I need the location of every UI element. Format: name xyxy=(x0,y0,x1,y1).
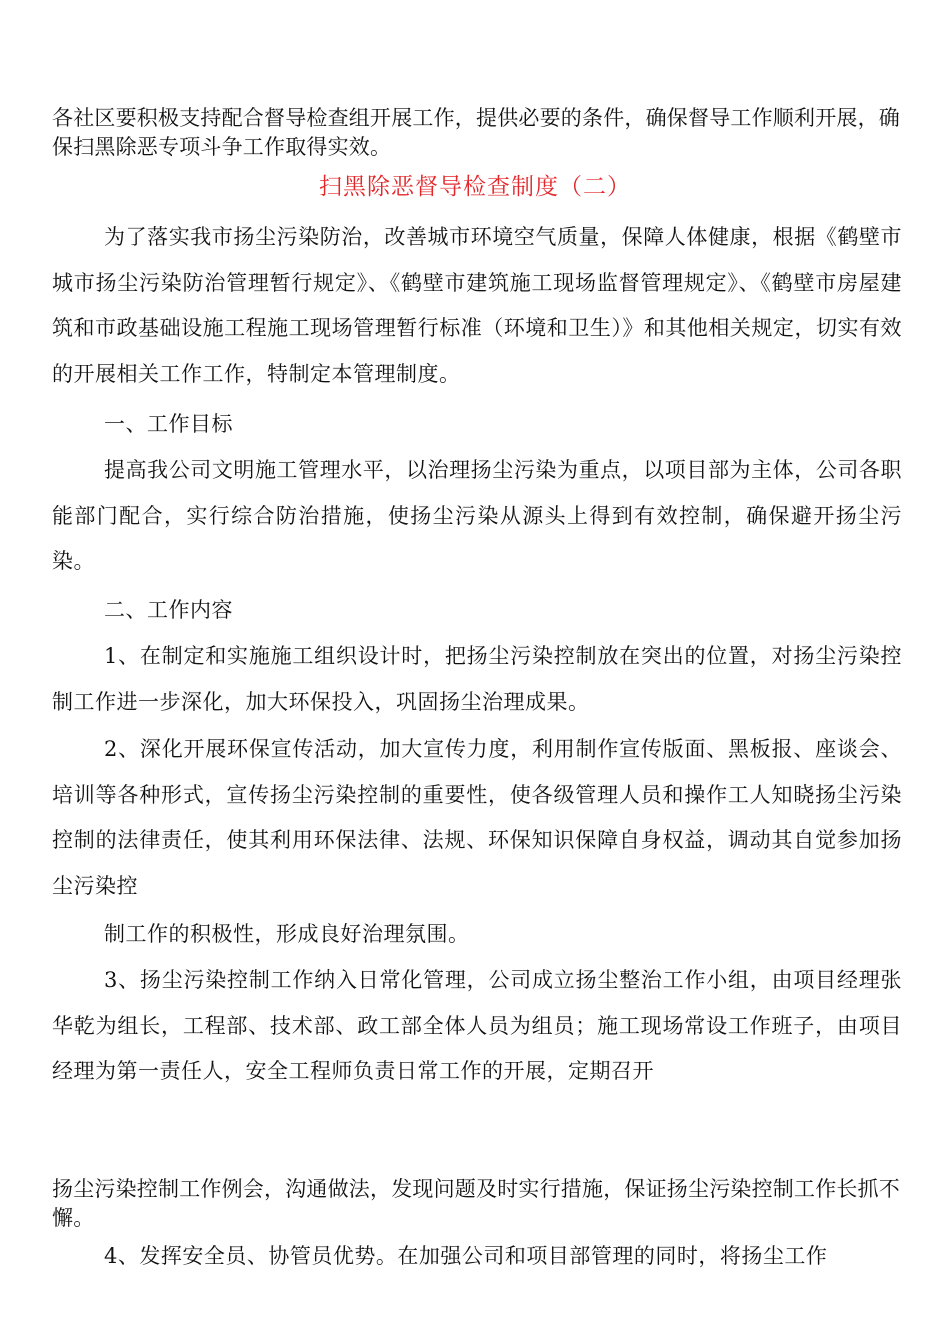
list-item-4: 4、发挥安全员、协管员优势。在加强公司和项目部管理的同时，将扬尘工作 xyxy=(104,1244,828,1268)
section-heading-content: 二、工作内容 xyxy=(104,598,233,622)
document-title: 扫黑除恶督导检查制度（二） xyxy=(319,174,631,200)
paragraph-goals: 提高我公司文明施工管理水平，以治理扬尘污染为重点，以项目部为主体，公司各职能部门配合，实行综合防治措施，使扬尘污染从源头上得到有效控制，确保避开扬尘污染。 xyxy=(52,458,902,573)
list-item-3-continued: 扬尘污染控制工作例会，沟通做法，发现问题及时实行措施，保证扬尘污染控制工作长抓不懈。 xyxy=(52,1177,900,1230)
list-item-2-continued: 制工作的积极性，形成良好治理氛围。 xyxy=(104,922,470,946)
list-item-1: 1、在制定和实施施工组织设计时，把扬尘污染控制放在突出的位置，对扬尘污染控制工作进一步深化，加大环保投入，巩固扬尘治理成果。 xyxy=(52,644,902,714)
list-item-2: 2、深化开展环保宣传活动，加大宣传力度，利用制作宣传版面、黑板报、座谈会、培训等各种形式，宣传扬尘污染控制的重要性，使各级管理人员和操作工人知晓扬尘污染控制的法律责任，使其利用环保法律、法规、环保知识保障自身权益，调动其自觉参加扬尘污染控 xyxy=(52,737,902,898)
paragraph-purpose: 为了落实我市扬尘污染防治，改善城市环境空气质量，保障人体健康，根据《鹤壁市城市扬尘污染防治管理暂行规定》、《鹤壁市建筑施工现场监督管理规定》、《鹤壁市房屋建筑和市政基础设施工程施工现场管理暂行标准（环境和卫生）》和其他相关规定，切实有效的开展相关工作工作，特制定本管理制度。 xyxy=(52,225,902,386)
intro-paragraph: 各社区要积极支持配合督导检查组开展工作，提供必要的条件，确保督导工作顺利开展，确保扫黑除恶专项斗争工作取得实效。 xyxy=(52,106,900,159)
list-item-3: 3、扬尘污染控制工作纳入日常化管理，公司成立扬尘整治工作小组，由项目经理张华乾为组长，工程部、技术部、政工部全体人员为组员；施工现场常设工作班子，由项目经理为第一责任人，安全工程师负责日常工作的开展，定期召开 xyxy=(52,968,902,1083)
section-heading-goals: 一、工作目标 xyxy=(104,412,233,436)
